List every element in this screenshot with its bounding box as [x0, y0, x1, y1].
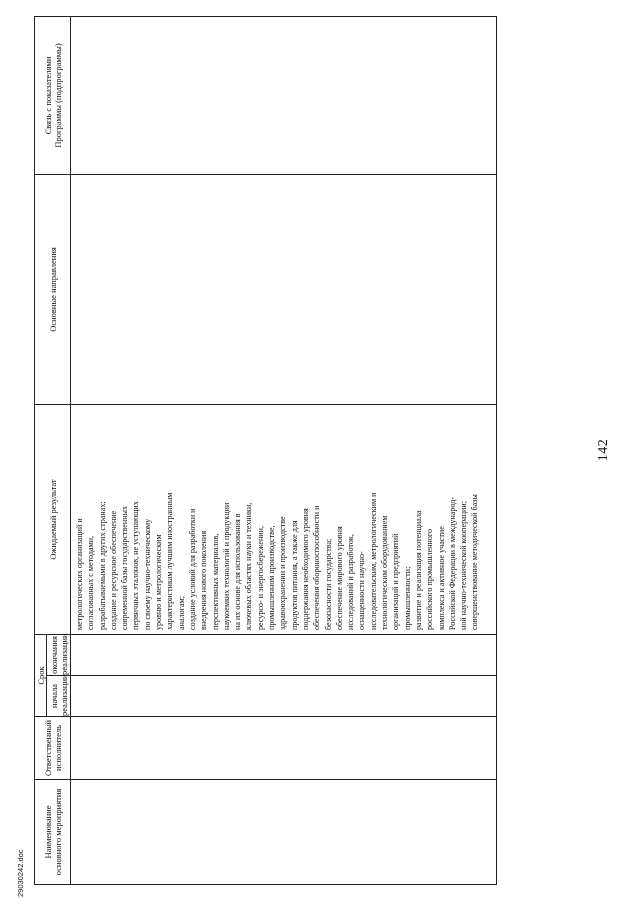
cell-executor — [71, 717, 497, 780]
expected-result-line: аналогам; — [176, 596, 186, 630]
expected-result-line: создание и ресурсное обеспечение — [108, 510, 118, 630]
cell-term-start — [71, 676, 497, 717]
expected-result-line: технологическим оборудованием — [380, 515, 390, 630]
header-activity-name — [35, 780, 71, 885]
expected-result-line: организаций и предприятий — [391, 533, 401, 630]
expected-result-line: промышленности; — [402, 566, 412, 630]
header-term-end-line1: окончания — [48, 636, 59, 674]
expected-result-line: исследований и разработок, — [346, 534, 356, 630]
expected-result-line: ключевых областях науки и техники, — [244, 502, 254, 630]
expected-result-line: ной научно-технической кооперации; — [459, 501, 469, 630]
header-executor — [35, 717, 71, 780]
expected-result-line: ресурсо- и энергосбережении, — [255, 526, 265, 630]
activities-table — [34, 16, 497, 885]
document-file-code: 29030242.doc — [16, 849, 25, 897]
header-term-end — [47, 635, 71, 676]
header-executor-line1: Ответственный — [42, 720, 53, 776]
expected-result-line: согласованных с методами, — [86, 535, 96, 630]
expected-result-text — [71, 405, 481, 634]
cell-activity-name — [71, 780, 497, 885]
expected-result-line: промышленном производстве, — [267, 525, 277, 630]
expected-result-line: продуктов питания, а также для — [289, 520, 299, 630]
header-term-end-line2: реализации — [58, 633, 69, 675]
expected-result-line: наукоемких технологий и продукции — [221, 502, 231, 630]
expected-result-line: совершенствование методической базы — [470, 494, 480, 630]
header-executor-line2: исполнитель — [52, 725, 63, 771]
expected-result-line: создание условий для разработки и — [187, 508, 197, 630]
expected-result-line: перспективных материалов, — [210, 533, 220, 630]
header-expected-result: Ожидаемый результат — [35, 405, 71, 635]
expected-result-line: разрабатываемыми в других странах; — [97, 501, 107, 630]
header-program-link-line2: Программы (подпрограммы) — [52, 43, 63, 148]
header-activity-name-line2: основного мероприятия — [52, 788, 63, 876]
expected-result-line: характеристикам лучшим иностранным — [165, 492, 175, 630]
header-term-start-line2: реализации — [58, 674, 69, 716]
expected-result-line: обеспечения обороноспособности и — [312, 505, 322, 630]
expected-result-line: российского промышленного — [425, 528, 435, 630]
header-program-link — [35, 17, 71, 175]
header-term-start — [47, 676, 71, 717]
expected-result-line: безопасности государства; — [323, 538, 333, 630]
cell-program-link — [71, 17, 497, 175]
expected-result-line: современной базы государственных — [120, 505, 130, 630]
header-program-link-line1: Связь с показателями — [42, 56, 53, 135]
cell-expected-result — [71, 405, 497, 635]
expected-result-line: комплекса и активное участие — [436, 526, 446, 630]
expected-result-line: уровню и метрологическим — [154, 534, 164, 630]
expected-result-line: поддержания необходимого уровня — [300, 508, 310, 630]
expected-result-line: первичных эталонов, не уступающих — [131, 501, 141, 630]
cell-main-directions — [71, 175, 497, 405]
expected-result-line: на их основе для использования в — [233, 513, 243, 630]
expected-result-line: внедрения нового поколения — [199, 530, 209, 630]
cell-term-end — [71, 635, 497, 676]
expected-result-line: развитие и реализация потенциала — [413, 510, 423, 630]
expected-result-line: исследовательским, метрологическим и — [368, 492, 378, 630]
header-term-start-line1: начала — [48, 683, 59, 709]
expected-result-line: по своему научно-техническому — [142, 518, 152, 630]
header-term: Срок — [35, 635, 47, 717]
expected-result-line: обеспечение мирового уровня — [334, 526, 344, 630]
expected-result-line: здравоохранении и производстве — [278, 516, 288, 630]
header-main-directions: Основные направления — [35, 175, 71, 405]
expected-result-line: оснащенности научно- — [357, 551, 367, 630]
expected-result-line: метрологических организаций и — [75, 518, 84, 630]
page-number: 142 — [596, 438, 611, 462]
expected-result-line: Российской Федерации в международ- — [447, 496, 457, 630]
header-activity-name-line1: Наименование — [42, 805, 53, 859]
